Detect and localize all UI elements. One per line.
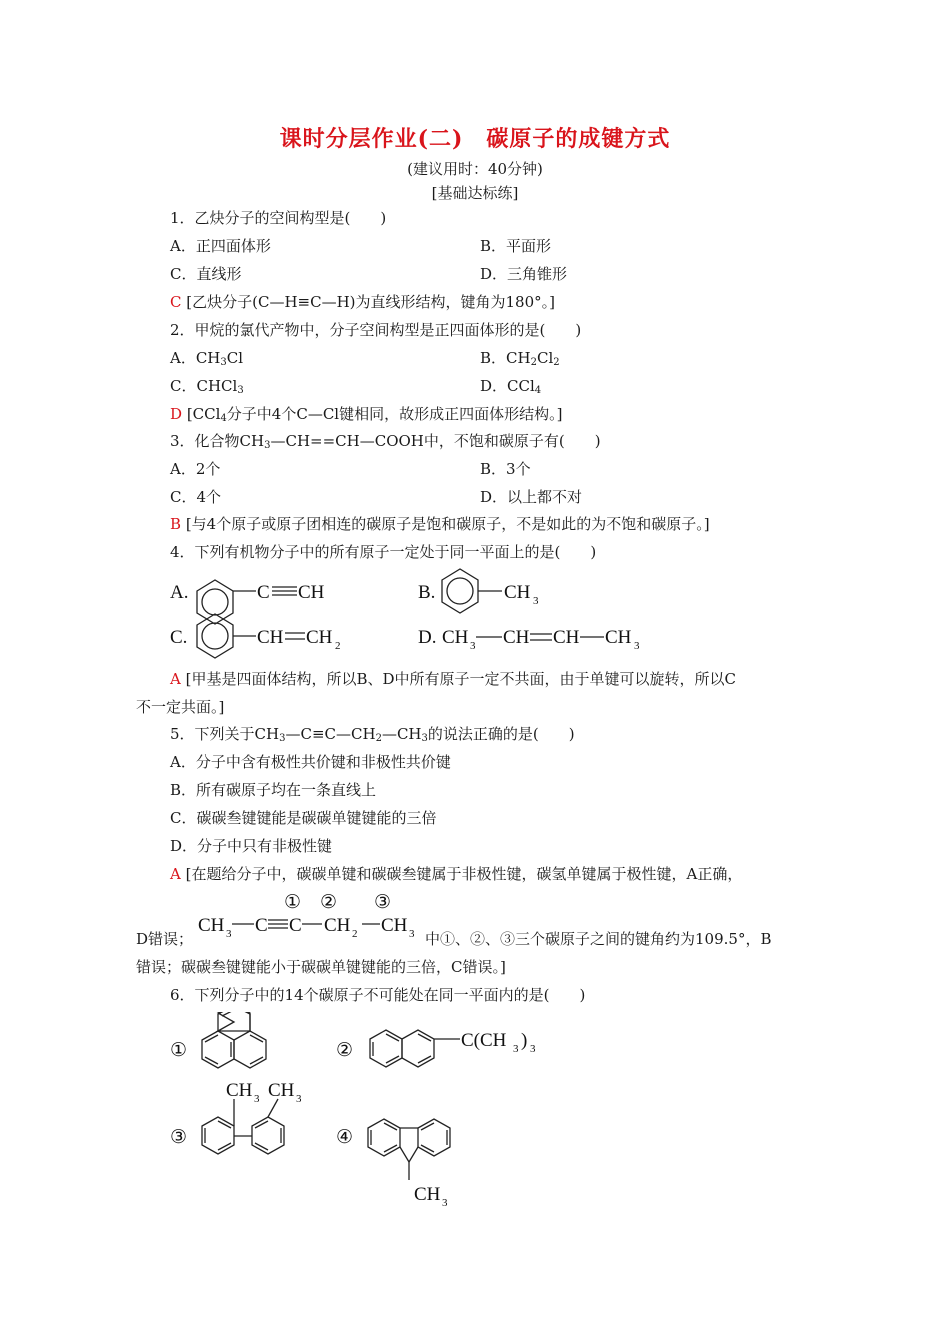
section-heading: [基础达标练] <box>431 184 519 202</box>
q4-c-group-sub: 2 <box>335 640 341 652</box>
q4-d-ch3a-sub: 3 <box>470 640 476 652</box>
q4-a-group-c: C <box>257 582 270 603</box>
q4-answer: A <box>170 670 181 688</box>
q5-circ-1: ① <box>284 892 302 913</box>
q3-answer-line <box>170 514 710 534</box>
q3-option-c: C．4个 <box>170 488 222 506</box>
q4-stem: 4．下列有机物分子中的所有原子一定处于同一平面上的是( ) <box>170 543 597 561</box>
q3-option-a: A．2个 <box>170 460 221 478</box>
q4-label-a: A. <box>170 582 189 603</box>
q6-s3-ch3b: CH <box>268 1080 295 1101</box>
q5-explanation-3: 错误；碳碳叁键键能小于碳碳单键键能的三倍，C错误。] <box>136 958 506 976</box>
q5-explanation-1: [在题给分子中，碳碳单键和碳碳叁键属于非极性键，碳氢单键属于极性键，A正确， <box>185 865 743 883</box>
q6-num-4: ④ <box>336 1127 354 1148</box>
q5-circ-2: ② <box>320 892 338 913</box>
q4-label-c: C. <box>170 627 188 648</box>
q4-explanation-2: 不一定共面。] <box>136 698 225 716</box>
q5-c2: C <box>289 915 302 936</box>
q4-d-ch3a: CH <box>442 627 469 648</box>
q2-explanation: [CCl$_4$分子中4个C—Cl键相同，故形成正四面体形结构。] <box>186 405 563 424</box>
q5-answer: A <box>170 865 181 883</box>
q3-stem: 3．化合物$CH_3—CH==CH—COOH$中，不饱和碳原子有( ) <box>170 432 601 451</box>
q3-answer: B <box>170 515 182 533</box>
q1-option-d: D．三角锥形 <box>480 265 568 283</box>
q5-ch3b: CH <box>381 915 408 936</box>
q2-option-a: A．$CH_3Cl$ <box>170 349 244 368</box>
q6-s2-sub: 3 <box>513 1043 519 1055</box>
q3-explanation: [与4个原子或原子团相连的碳原子是饱和碳原子，不是如此的为不饱和碳原子。] <box>185 515 710 533</box>
q1-stem: 1．乙炔分子的空间构型是( ) <box>170 209 387 227</box>
q4-label-b: B. <box>418 582 436 603</box>
q6-s4-sub: 3 <box>442 1197 448 1209</box>
q5-option-b: B．所有碳原子均在一条直线上 <box>170 781 377 799</box>
q4-d-ch: CH <box>503 627 530 648</box>
q4-d-ch3b-sub: 3 <box>634 640 640 652</box>
q1-explanation: [乙炔分子(C—H≡C—H)为直线形结构，键角为180°。] <box>186 293 555 311</box>
q5-formula <box>194 888 424 950</box>
q5-c1: C <box>255 915 268 936</box>
q5-ch3a-sub: 3 <box>226 928 232 940</box>
time-hint: (建议用时：40分钟) <box>407 160 543 178</box>
q6-structures <box>160 1012 580 1212</box>
q6-s2-close: ) <box>521 1030 528 1051</box>
q1-option-c: C．直线形 <box>170 265 242 283</box>
q6-stem: 6．下列分子中的14个碳原子不可能处在同一平面内的是( ) <box>170 986 586 1004</box>
q4-label-d: D. <box>418 627 437 648</box>
q5-stem: 5．下列关于$CH_3—C\equiv C—CH_2—CH_3$的说法正确的是( ) <box>170 725 575 744</box>
q5-explanation-2-post: 中①、②、③三个碳原子之间的键角约为109.5°，B <box>425 930 772 948</box>
q4-a-group-ch: CH <box>298 582 325 603</box>
q4-b-group-sub: 3 <box>533 595 539 607</box>
q4-d-ch2: CH <box>553 627 580 648</box>
q4-b-group: CH <box>504 582 531 603</box>
q2-answer-line <box>170 404 562 424</box>
q1-answer-line <box>170 292 555 312</box>
q2-option-d: D．CCl$_4$ <box>480 377 542 396</box>
q3-option-b: B．3个 <box>480 460 531 478</box>
q3-option-d: D．以上都不对 <box>480 488 583 506</box>
q5-ch2-sub: 2 <box>352 928 358 940</box>
q2-stem: 2．甲烷的氯代产物中，分子空间构型是正四面体形的是( ) <box>170 321 582 339</box>
q5-ch3a: CH <box>198 915 225 936</box>
q4-answer-line <box>170 669 736 689</box>
q1-option-b: B．平面形 <box>480 237 552 255</box>
q5-answer-line <box>170 864 742 884</box>
q5-explanation-2-pre: D错误； <box>136 930 194 948</box>
q6-num-2: ② <box>336 1040 354 1061</box>
q2-option-b: B．$CH_2Cl_2$ <box>480 349 560 368</box>
q1-answer: C <box>170 293 182 311</box>
q4-explanation-1: [甲基是四面体结构，所以B、D中所有原子一定不共面，由于单键可以旋转，所以C <box>185 670 737 688</box>
q6-num-3: ③ <box>170 1127 188 1148</box>
q6-s2-sub2: 3 <box>530 1043 536 1055</box>
q6-s4-ch3: CH <box>414 1184 441 1205</box>
q5-option-a: A．分子中含有极性共价键和非极性共价键 <box>170 753 451 771</box>
q5-ch3b-sub: 3 <box>409 928 415 940</box>
page-title: 课时分层作业(二) 碳原子的成键方式 <box>279 126 671 152</box>
q5-circ-3: ③ <box>374 892 392 913</box>
q6-s3-sub-b: 3 <box>296 1093 302 1105</box>
q5-option-c: C．碳碳叁键键能是碳碳单键键能的三倍 <box>170 809 437 827</box>
q5-ch2: CH <box>324 915 351 936</box>
q6-num-1: ① <box>170 1040 188 1061</box>
q4-structures <box>160 566 660 666</box>
q4-c-ch2: CH <box>306 627 333 648</box>
q6-s3-ch3a: CH <box>226 1080 253 1101</box>
q6-s3-sub-a: 3 <box>254 1093 260 1105</box>
q4-d-ch3b: CH <box>605 627 632 648</box>
q1-option-a: A．正四面体形 <box>170 237 271 255</box>
q5-option-d: D．分子中只有非极性键 <box>170 837 333 855</box>
q2-answer: D <box>170 405 183 423</box>
q4-c-ch: CH <box>257 627 284 648</box>
q6-s2-group: C(CH <box>461 1030 507 1051</box>
q2-option-c: C．CHCl$_3$ <box>170 377 244 396</box>
